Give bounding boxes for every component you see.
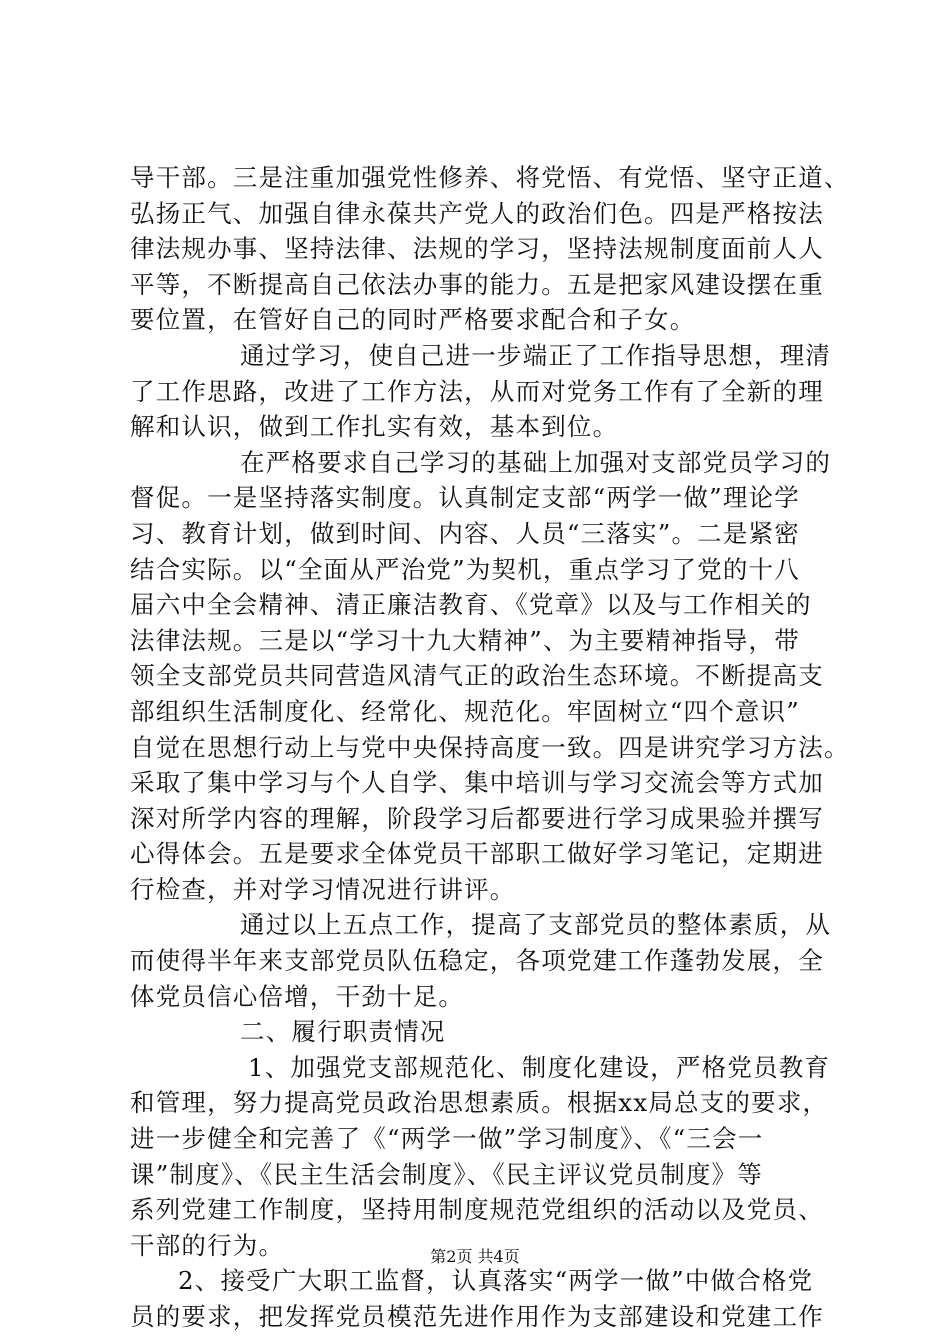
text-line: 习、教育计划，做到时间、内容、人员“三落实”。二是紧密: [130, 518, 800, 548]
page-number-footer: 第2页 共4页: [430, 1247, 520, 1266]
paragraph-first-line: 通过以上五点工作，提高了支部党员的整体素质，从: [240, 910, 832, 940]
text-line: 导干部。三是注重加强党性修养、将党悟、有党悟、坚守正道、: [130, 163, 850, 192]
text-line: 采取了集中学习与个人自学、集中培训与学习交流会等方式加: [130, 768, 824, 798]
text-line: 体党员信心倍增，干劲十足。: [130, 981, 465, 1011]
text-line: 深对所学内容的理解，阶段学习后都要进行学习成果验并撰写: [130, 803, 824, 833]
text-line: 行检查，并对学习情况进行讲评。: [130, 874, 516, 904]
text-line: 干部的行为。: [130, 1230, 285, 1260]
document-body: [130, 160, 860, 1335]
text-line: 部组织生活制度化、经常化、规范化。牢固树立“四个意识”: [130, 696, 800, 726]
text-line: 届六中全会精神、清正廉洁教育、《党章》以及与工作相关的: [130, 590, 812, 620]
text-line: 心得体会。五是要求全体党员干部职工做好学习笔记，定期进: [130, 839, 824, 869]
text-line: 员的要求，把发挥党员模范先进作用作为支部建设和党建工作: [130, 1302, 824, 1331]
paragraph-first-line: 通过学习，使自己进一步端正了工作指导思想，理清: [240, 340, 832, 370]
text-line: 法律法规。三是以“学习十九大精神”、为主要精神指导，带: [130, 625, 800, 655]
text-line: 律法规办事、坚持法律、法规的学习，坚持法规制度面前人人: [130, 234, 824, 264]
text-line: 进一步健全和完善了《“两学一做”学习制度》、《“三会一: [130, 1124, 764, 1154]
section-heading: 二、履行职责情况: [240, 1017, 446, 1047]
text-line: 和管理，努力提高党员政治思想素质。根据xx局总支的要求，: [130, 1088, 829, 1118]
text-line: 要位置，在管好自己的同时严格要求配合和子女。: [130, 305, 696, 335]
text-line: 而使得半年来支部党员队伍稳定，各项党建工作蓬勃发展，全: [130, 946, 824, 976]
paragraph-first-line: 2、接受广大职工监督，认真落实“两学一做”中做合格党: [178, 1266, 814, 1296]
text-line: 解和认识，做到工作扎实有效，基本到位。: [130, 412, 619, 442]
text-line: 系列党建工作制度，坚持用制度规范党组织的活动以及党员、: [130, 1195, 824, 1225]
text-line: 自觉在思想行动上与党中央保持高度一致。四是讲究学习方法。: [130, 732, 850, 762]
text-line: 督促。一是坚持落实制度。认真制定支部“两学一做”理论学: [130, 483, 800, 513]
paragraph-first-line: 在严格要求自己学习的基础上加强对支部党员学习的: [240, 447, 832, 477]
text-line: 课”制度》、《民主生活会制度》、《民主评议党员制度》等: [130, 1159, 763, 1189]
text-line: 平等，不断提高自己依法办事的能力。五是把家风建设摆在重: [130, 269, 824, 299]
text-line: 结合实际。以“全面从严治党”为契机，重点学习了党的十八: [130, 554, 800, 584]
text-line: 领全支部党员共同营造风清气正的政治生态环境。不断提高支: [130, 661, 824, 691]
text-line: 了工作思路，改进了工作方法，从而对党务工作有了全新的理: [130, 376, 824, 406]
paragraph-first-line: 1、加强党支部规范化、制度化建设，严格党员教育: [248, 1052, 831, 1082]
text-line: 弘扬正气、加强自律永葆共产党人的政治们色。四是严格按法: [130, 198, 824, 228]
